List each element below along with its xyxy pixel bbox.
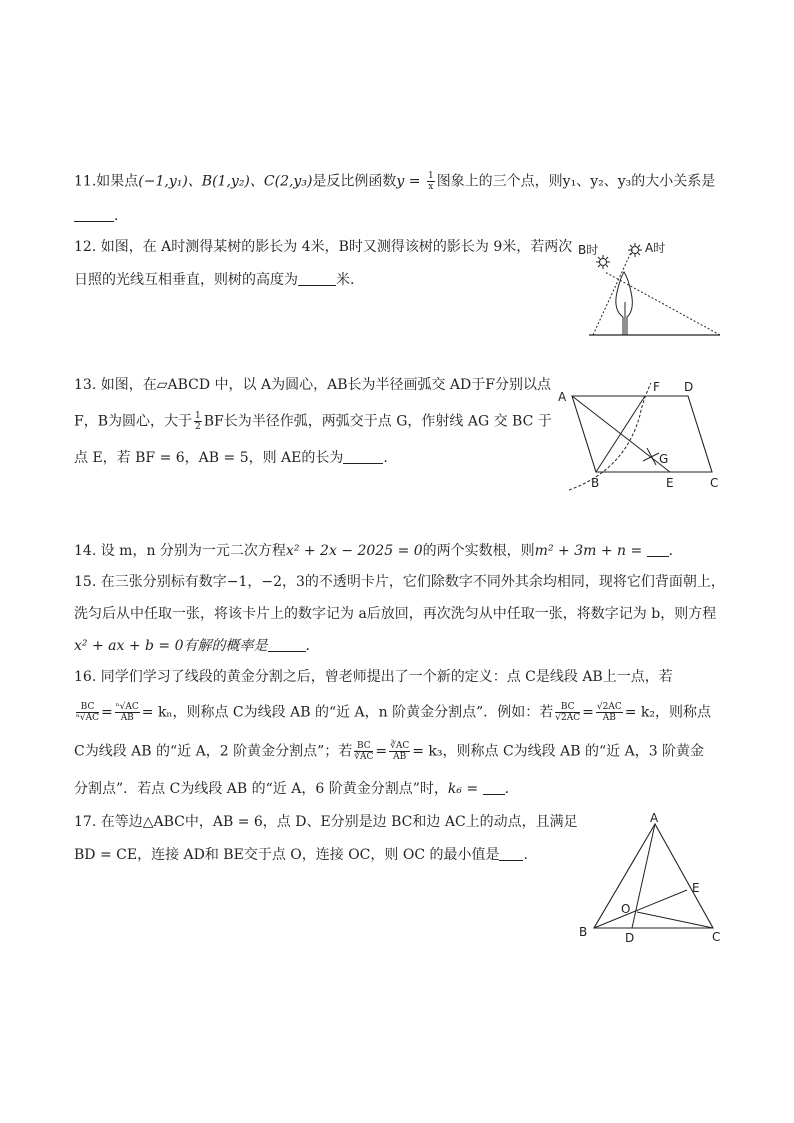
q11-mid: 是反比例函数 [312, 173, 397, 190]
q17-label-o: O [621, 902, 631, 916]
q13-fraction [194, 411, 202, 432]
q13-line2 [74, 411, 552, 432]
q16-f5-den: ∛AC [354, 752, 374, 762]
sun-icon [596, 255, 610, 269]
q17-label-a: A [650, 812, 659, 825]
q16-line2: $\frac{BC}{\text{ⁿ√AC}}$ = $\frac{\text{ⁿ√AC}}{AB}$ = kₙ，则称点 C为线段 AB 的“近 A，n 阶黄金分割点”．例如：若 $\frac{BC}{√2AC}$ = $\frac{√2AC}{AB}$ = k₂，则称点 [76, 702, 712, 723]
q15-line3 [74, 636, 310, 656]
q13-line3 [74, 448, 388, 468]
q16-frac-6 [389, 741, 410, 762]
q13-label-f: F [653, 380, 660, 394]
q16-frac-3 [555, 702, 580, 723]
q17-text: BD = CE，连接 AD和 BE交于点 O，连接 OC，则 OC 的最小值是 [74, 847, 500, 863]
q17-label-e: E [692, 881, 700, 895]
q14-text-b: 的两个实数根，则 [422, 543, 535, 559]
q11-line1 [74, 171, 715, 192]
q13-label-b: B [591, 476, 600, 490]
q16-f1-num: BC [76, 702, 99, 713]
q12-ray-b [605, 272, 720, 335]
q16-text-2a: = kₙ，则称点 C为线段 AB 的“近 A，n 阶黄金分割点”．例如：若 [141, 704, 554, 721]
q17-figure [575, 812, 755, 952]
q11-line2 [74, 206, 118, 226]
q12-label-b: B时 [578, 243, 599, 257]
q16-f3-den: √2AC [555, 713, 581, 723]
q13-text-c: 点 E，若 BF = 6，AB = 5，则 AE的长为 [74, 450, 344, 466]
sun-icon [628, 243, 642, 257]
q12-label-a: A时 [645, 241, 666, 255]
q16-frac-1 [76, 702, 99, 723]
q12-line1: 12. 如图，在 A时测得某树的影长为 4米，B时又测得该树的影长为 9米，若两次 [74, 239, 573, 255]
q17-segment-ad [632, 824, 655, 928]
q16-text-2b: = k₂，则称点 [624, 704, 712, 721]
q11-post: 图象上的三个点，则y₁、y₂、y₃的大小关系是 [436, 173, 716, 190]
q13-label-g: G [659, 452, 669, 466]
q11-answer-blank [74, 207, 114, 222]
q14-answer-blank [647, 542, 669, 557]
q17-label-b: B [579, 925, 588, 939]
q17-label-c: C [712, 930, 721, 944]
q15-line2: 洗匀后从中任取一张，将该卡片上的数字记为 a后放回，再次洗匀从中任取一张，将数字记为 b，则方程 [74, 606, 717, 622]
q17-segment-be [594, 890, 687, 928]
q16-text-3a: C为线段 AB 的“近 A，2 阶黄金分割点”；若 [74, 743, 353, 760]
q16-text-3b: = k₃，则称点 C为线段 AB 的“近 A，3 阶黄金 [412, 743, 705, 760]
q17-period: . [523, 847, 528, 863]
q14-line [74, 541, 673, 561]
q17-answer-blank [499, 846, 523, 861]
q16-answer-blank [483, 780, 505, 795]
q11-func: y = [396, 173, 425, 190]
q13-text-b: BF长为半径作弧，两弧交于点 G，作射线 AG 交 BC 于 [203, 413, 552, 430]
q15-period: . [305, 638, 310, 654]
q12-line2 [74, 270, 354, 290]
q12-answer-blank [298, 271, 336, 286]
q17-line2 [74, 845, 528, 865]
q13-g-arc-2 [643, 453, 659, 461]
q16-f6-num: ∛AC [390, 741, 410, 751]
q16-f2-den: AB [120, 713, 134, 723]
q12-unit: 米. [336, 272, 355, 288]
q16-f6-den: AB [393, 752, 407, 762]
q14-expression: m² + 3m + n = [534, 543, 647, 559]
q16-line4 [74, 779, 509, 799]
q11-frac-num: 1 [427, 171, 434, 181]
q13-label-a: A [558, 390, 567, 404]
q13-arc [569, 383, 651, 490]
q11-pre: 如果点 [96, 173, 139, 190]
q16-line1: 16. 同学们学习了线段的黄金分割之后，曾老师提出了一个新的定义：点 C是线段 AB上一点，若 [74, 669, 673, 685]
q13-line1: 13. 如图，在▱ABCD 中，以 A为圆心，AB长为半径画弧交 AD于F分别以点 [74, 377, 551, 393]
q12-text: 日照的光线互相垂直，则树的高度为 [74, 272, 298, 288]
q13-period: . [383, 450, 388, 466]
q17-line1: 17. 在等边△ABC中，AB = 6，点 D、E分别是边 BC和边 AC上的动点，且满足 [74, 814, 578, 830]
q13-figure [555, 375, 735, 493]
q11-frac-den: x [428, 182, 434, 192]
q16-f3-num: BC [555, 702, 580, 713]
q16-text-4a: 分割点”．若点 C为线段 AB 的“近 A，6 阶黄金分割点”时， [74, 781, 448, 797]
q17-segment-oc [637, 912, 713, 928]
q14-period: . [668, 543, 674, 559]
q13-frac-den: 2 [195, 422, 201, 432]
q15-answer-blank [268, 637, 306, 652]
q16-k6: k₆ = [447, 781, 483, 797]
q15-text: x² + ax + b = 0有解的概率是 [74, 638, 268, 654]
q16-frac-4 [596, 702, 623, 723]
q14-text-a: 14. 设 m，n 分别为一元二次方程 [74, 543, 286, 559]
q16-f1-den: ⁿ√AC [76, 713, 100, 723]
q11-number: 11. [74, 173, 97, 190]
q16-frac-5 [354, 741, 373, 762]
q13-segment-bf [596, 396, 645, 472]
tree-icon [616, 272, 632, 335]
q16-period: . [504, 781, 510, 797]
q16-f2-num: ⁿ√AC [115, 702, 139, 712]
q16-line3: C为线段 AB 的“近 A，2 阶黄金分割点”；若 $\frac{BC}{∛AC}$ = $\frac{∛AC}{AB}$ = k₃，则称点 C为线段 AB 的“近 A，3 阶黄金 [74, 741, 705, 762]
q11-period: . [114, 208, 119, 224]
q11-points: (−1,y₁)、B(1,y₂)、C(2,y₃) [138, 173, 313, 190]
q13-answer-blank [343, 449, 383, 464]
q15-line1: 15. 在三张分别标有数字−1，−2，3的不透明卡片，它们除数字不同外其余均相同，现将它们背面朝上， [74, 574, 725, 590]
q13-text-a: F，B为圆心，大于 [74, 413, 193, 430]
q14-equation: x² + 2x − 2025 = 0 [285, 543, 423, 559]
q11-fraction [427, 171, 435, 192]
q13-frac-num: 1 [195, 411, 201, 421]
q13-label-e: E [666, 476, 674, 490]
q16-frac-2 [115, 702, 140, 723]
q16-f4-num: √2AC [596, 702, 622, 712]
q12-figure [575, 232, 725, 342]
q13-label-c: C [710, 476, 719, 490]
q16-f4-den: AB [602, 713, 616, 723]
q17-triangle [594, 824, 713, 928]
q17-label-d: D [625, 931, 635, 945]
q13-label-d: D [684, 380, 694, 394]
q16-f5-num: BC [354, 741, 373, 752]
